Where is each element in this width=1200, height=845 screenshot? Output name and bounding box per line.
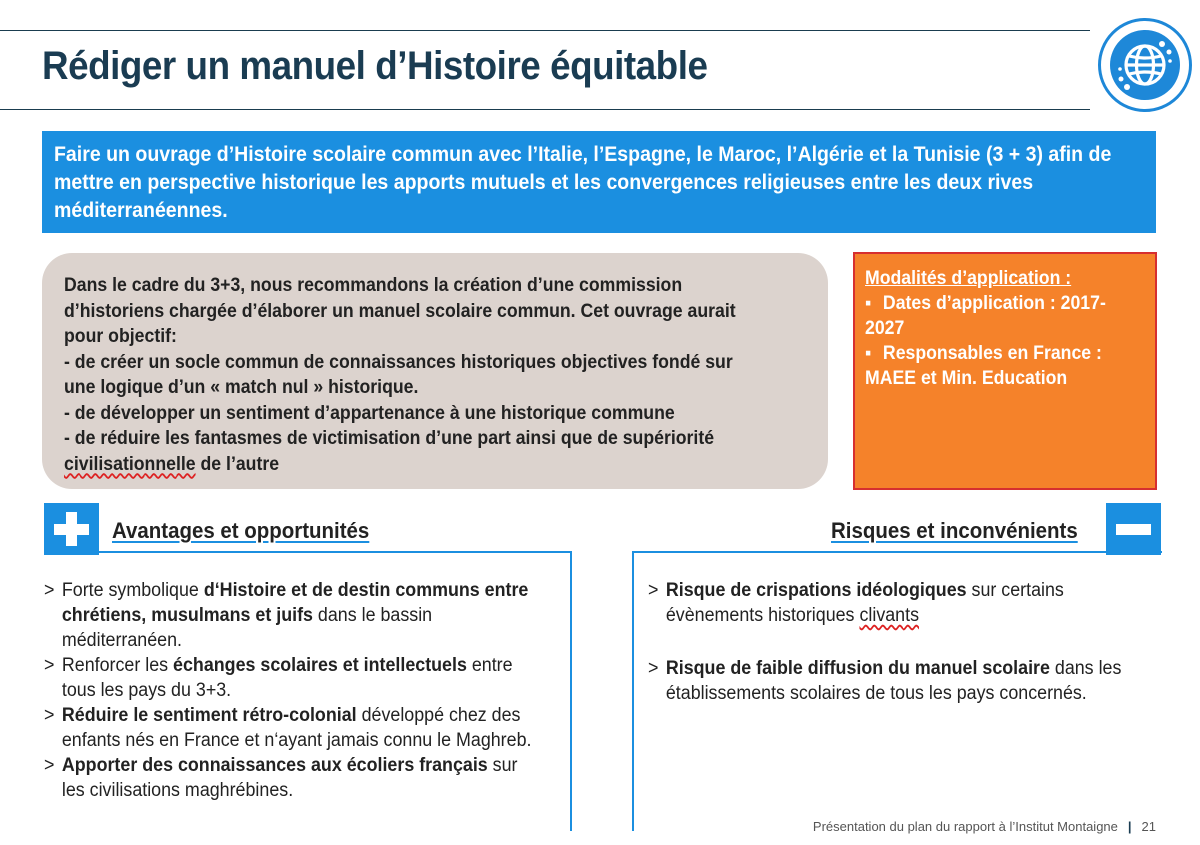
item-text: dans le bassin méditerranéen. [61,605,433,651]
footer-text: Présentation du plan du rapport à l’Institut Montaigne [812,819,1118,834]
item-text: développé chez des enfants nés en France et n‘ayant jamais connu le Maghreb. [61,705,532,751]
modalites-item [865,341,1153,366]
globe-logo [1098,18,1192,112]
footer-separator: | [1127,819,1132,834]
advantages-title: Avantages et opportunités [112,518,370,543]
spellcheck-word: civilisationnelle [64,453,196,475]
recommendation-line: - de créer un socle commun de connaissances historiques objectives fondé sur [64,351,733,373]
item-bold: échanges scolaires et intellectuels [173,655,467,676]
recommendation-line [64,452,808,478]
minus-icon-bar [1116,524,1151,535]
page-number: 21 [1141,819,1156,834]
advantages-list [44,578,542,803]
square-bullet-icon: ▪ [865,343,872,364]
item-text: Forte symbolique [61,580,204,601]
item-text: dans les établissements scolaires de tous les pays concernés. [665,658,1122,704]
square-bullet-icon: ▪ [865,293,872,314]
item-text: sur les civilisations maghrébines. [61,755,518,801]
risks-title: Risques et inconvénients [831,518,1078,543]
item-bold: Apporter des connaissances aux écoliers français [61,755,488,776]
modalites-item-cont: MAEE et Min. Education [865,368,1068,389]
item-bold: Risque de crispations idéologiques [665,580,967,601]
advantage-item [44,703,542,753]
footer [813,819,1156,834]
recommendation-box [42,253,828,489]
item-bold: Réduire le sentiment rétro-colonial [61,705,357,726]
item-bold: Risque de faible diffusion du manuel scolaire [665,658,1050,679]
recommendation-line: une logique d’un « match nul » historique. [64,377,419,398]
risk-item [648,578,1156,628]
modalites-box [853,252,1157,490]
item-bold: d‘Histoire et de destin communs entre chrétiens, musulmans et juifs [61,580,529,626]
modalites-item [865,291,1153,316]
title-rule [0,109,1090,110]
modalites-item-cont: 2027 [865,318,905,339]
risks-list [648,578,1156,706]
item-text: Renforcer les [61,655,174,676]
recommendation-line: pour objectif: [64,326,177,347]
advantage-item [44,753,542,803]
objective-text: Faire un ouvrage d’Histoire scolaire commun avec l’Italie, l’Espagne, le Maroc, l’Algérie et la Tunisie (3 + 3) afin de mettre en perspective historique les apports mutuels et les convergences religieuses entre les deux rives méditerranéennes. [54,143,1112,222]
page-title: Rédiger un manuel d’Histoire équitable [42,44,708,88]
top-rule [0,30,1090,31]
modalites-item-text: Dates d’application : 2017- [882,293,1106,314]
recommendation-text: de l’autre [195,453,280,475]
spellcheck-word: clivants [859,605,920,626]
objective-banner [42,131,1156,233]
recommendation-line: d’historiens chargée d’élaborer un manuel scolaire commun. Cet ouvrage aurait [64,300,736,322]
plus-icon [44,503,99,555]
globe-icon [1110,30,1180,100]
item-text: entre tous les pays du 3+3. [61,655,513,701]
recommendation-line: Dans le cadre du 3+3, nous recommandons la création d’une commission [64,275,683,296]
item-text: sur certains évènements historiques [665,580,1064,626]
modalites-item-text: Responsables en France : [882,343,1102,364]
recommendation-line: - de développer un sentiment d’appartenance à une historique commune [64,402,675,424]
recommendation-line: - de réduire les fantasmes de victimisation d’une part ainsi que de supériorité [64,428,715,449]
risk-item [648,656,1156,706]
advantage-item [44,578,542,653]
advantage-item [44,653,542,703]
plus-icon-horizontal [54,524,89,535]
minus-icon [1106,503,1161,555]
modalites-heading: Modalités d’application : [865,268,1072,289]
